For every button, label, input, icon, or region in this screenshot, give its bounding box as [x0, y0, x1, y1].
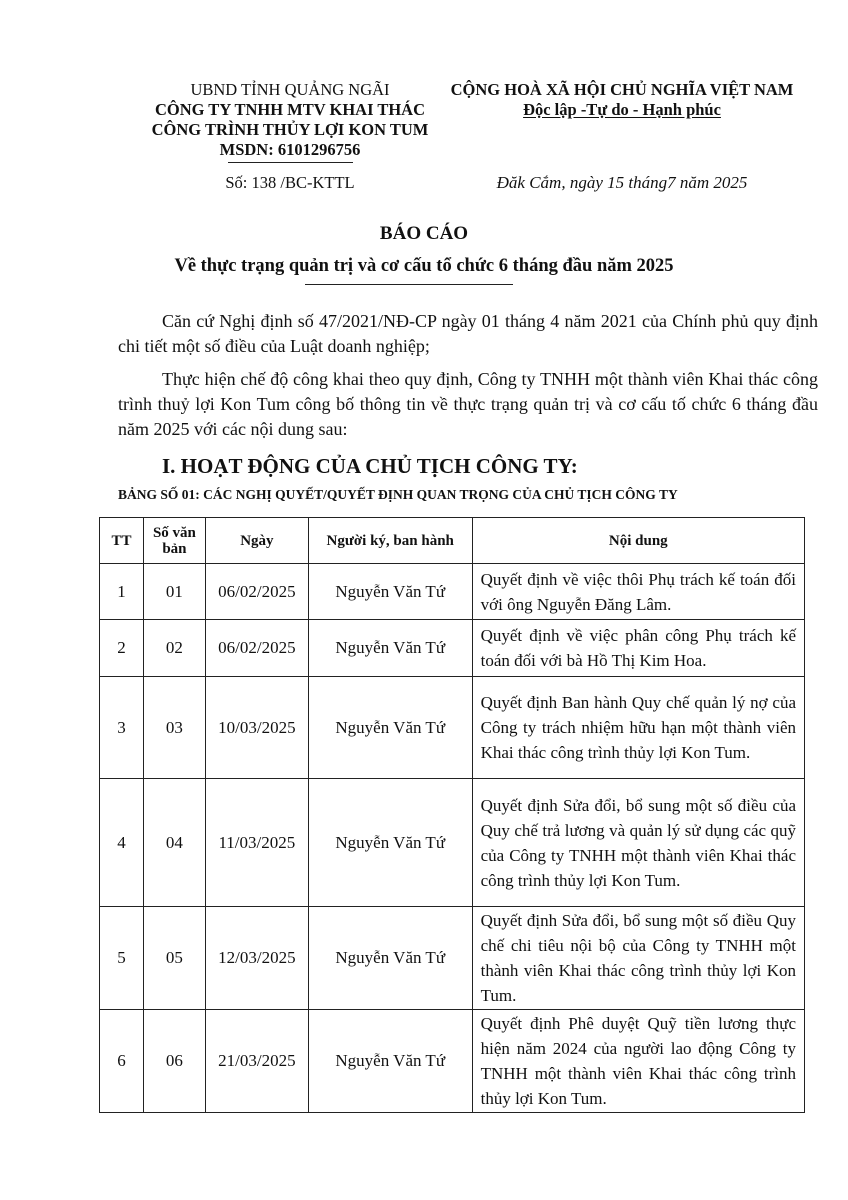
cell-content: Quyết định về việc phân công Phụ trách kế toán đối với bà Hồ Thị Kim Hoa.: [472, 620, 804, 677]
column-header-document-number: Số văn bản: [143, 518, 205, 564]
cell-date: 11/03/2025: [205, 779, 308, 907]
header-left-divider: [228, 162, 353, 163]
cell-signer: Nguyễn Văn Tứ: [308, 1010, 472, 1113]
cell-content: Quyết định về việc thôi Phụ trách kế toán đối với ông Nguyễn Đăng Lâm.: [472, 564, 804, 620]
report-subtitle: Về thực trạng quản trị và cơ cấu tổ chức 6 tháng đầu năm 2025: [174, 256, 674, 276]
table-row: [100, 564, 805, 620]
table-row: [100, 677, 805, 779]
cell-signer: Nguyễn Văn Tứ: [308, 564, 472, 620]
cell-content: Quyết định Phê duyệt Quỹ tiền lương thực hiện năm 2024 của người lao động Công ty TNHH một thành viên Khai thác công trình thủy lợi Kon Tum.: [472, 1010, 804, 1113]
parent-agency: UBND TỈNH QUẢNG NGÃI: [190, 80, 390, 99]
cell-tt: 5: [100, 907, 144, 1010]
place-date-line: Đăk Cắm, ngày 15 tháng7 năm 2025: [496, 173, 748, 192]
table-row: [100, 907, 805, 1010]
cell-date: 21/03/2025: [205, 1010, 308, 1113]
table-row: [100, 1010, 805, 1113]
cell-content: Quyết định Ban hành Quy chế quản lý nợ của Công ty trách nhiệm hữu hạn một thành viên Khai thác công trình thủy lợi Kon Tum.: [472, 677, 804, 779]
legal-basis-paragraph: Căn cứ Nghị định số 47/2021/NĐ-CP ngày 01 tháng 4 năm 2021 của Chính phủ quy định chi tiết một số điều của Luật doanh nghiệp;: [118, 311, 818, 356]
cell-document-number: 03: [143, 677, 205, 779]
cell-date: 12/03/2025: [205, 907, 308, 1010]
column-header-content: Nội dung: [472, 518, 804, 564]
decisions-table: [99, 517, 805, 1113]
column-header-signer: Người ký, ban hành: [308, 518, 472, 564]
national-motto: Độc lập -Tự do - Hạnh phúc: [523, 100, 721, 119]
column-header-tt: TT: [100, 518, 144, 564]
cell-date: 10/03/2025: [205, 677, 308, 779]
cell-date: 06/02/2025: [205, 564, 308, 620]
cell-tt: 6: [100, 1010, 144, 1113]
table-row: [100, 620, 805, 677]
cell-document-number: 06: [143, 1010, 205, 1113]
cell-tt: 4: [100, 779, 144, 907]
cell-signer: Nguyễn Văn Tứ: [308, 779, 472, 907]
table-caption: BẢNG SỐ 01: CÁC NGHỊ QUYẾT/QUYẾT ĐỊNH QUAN TRỌNG CỦA CHỦ TỊCH CÔNG TY: [118, 487, 678, 502]
cell-tt: 2: [100, 620, 144, 677]
cell-signer: Nguyễn Văn Tứ: [308, 620, 472, 677]
disclosure-paragraph: Thực hiện chế độ công khai theo quy định, Công ty TNHH một thành viên Khai thác công trình thuỷ lợi Kon Tum công bố thông tin về thực trạng quản trị và cơ cấu tố chức 6 tháng đầu năm 2025 với các nội dung sau:: [118, 369, 818, 439]
cell-content: Quyết định Sửa đổi, bổ sung một số điều của Quy chế trả lương và quản lý sử dụng các quỹ của Công ty TNHH một thành viên Khai thác công trình thủy lợi Kon Tum.: [472, 779, 804, 907]
cell-date: 06/02/2025: [205, 620, 308, 677]
cell-tt: 3: [100, 677, 144, 779]
cell-document-number: 02: [143, 620, 205, 677]
cell-document-number: 04: [143, 779, 205, 907]
report-title: BÁO CÁO: [379, 223, 469, 244]
company-name-line1: CÔNG TY TNHH MTV KHAI THÁC: [154, 100, 425, 119]
document-number: Số: 138 /BC-KTTL: [225, 173, 355, 192]
national-title: CỘNG HOÀ XÃ HỘI CHỦ NGHĨA VIỆT NAM: [450, 80, 794, 99]
cell-document-number: 01: [143, 564, 205, 620]
table-row: [100, 779, 805, 907]
cell-signer: Nguyễn Văn Tứ: [308, 907, 472, 1010]
column-header-date: Ngày: [205, 518, 308, 564]
cell-document-number: 05: [143, 907, 205, 1010]
cell-signer: Nguyễn Văn Tứ: [308, 677, 472, 779]
national-motto-block: [432, 80, 812, 120]
subtitle-divider: [305, 284, 513, 285]
table-header-row: [100, 518, 805, 564]
issuing-authority-block: [120, 80, 460, 163]
cell-content: Quyết định Sửa đổi, bổ sung một số điều Quy chế chi tiêu nội bộ của Công ty TNHH một thành viên Khai thác công trình thủy lợi Kon Tum.: [472, 907, 804, 1010]
section-heading: I. HOẠT ĐỘNG CỦA CHỦ TỊCH CÔNG TY:: [162, 454, 578, 478]
company-name-line2: CÔNG TRÌNH THỦY LỢI KON TUM: [151, 120, 429, 139]
tax-code: MSDN: 6101296756: [219, 140, 361, 159]
cell-tt: 1: [100, 564, 144, 620]
